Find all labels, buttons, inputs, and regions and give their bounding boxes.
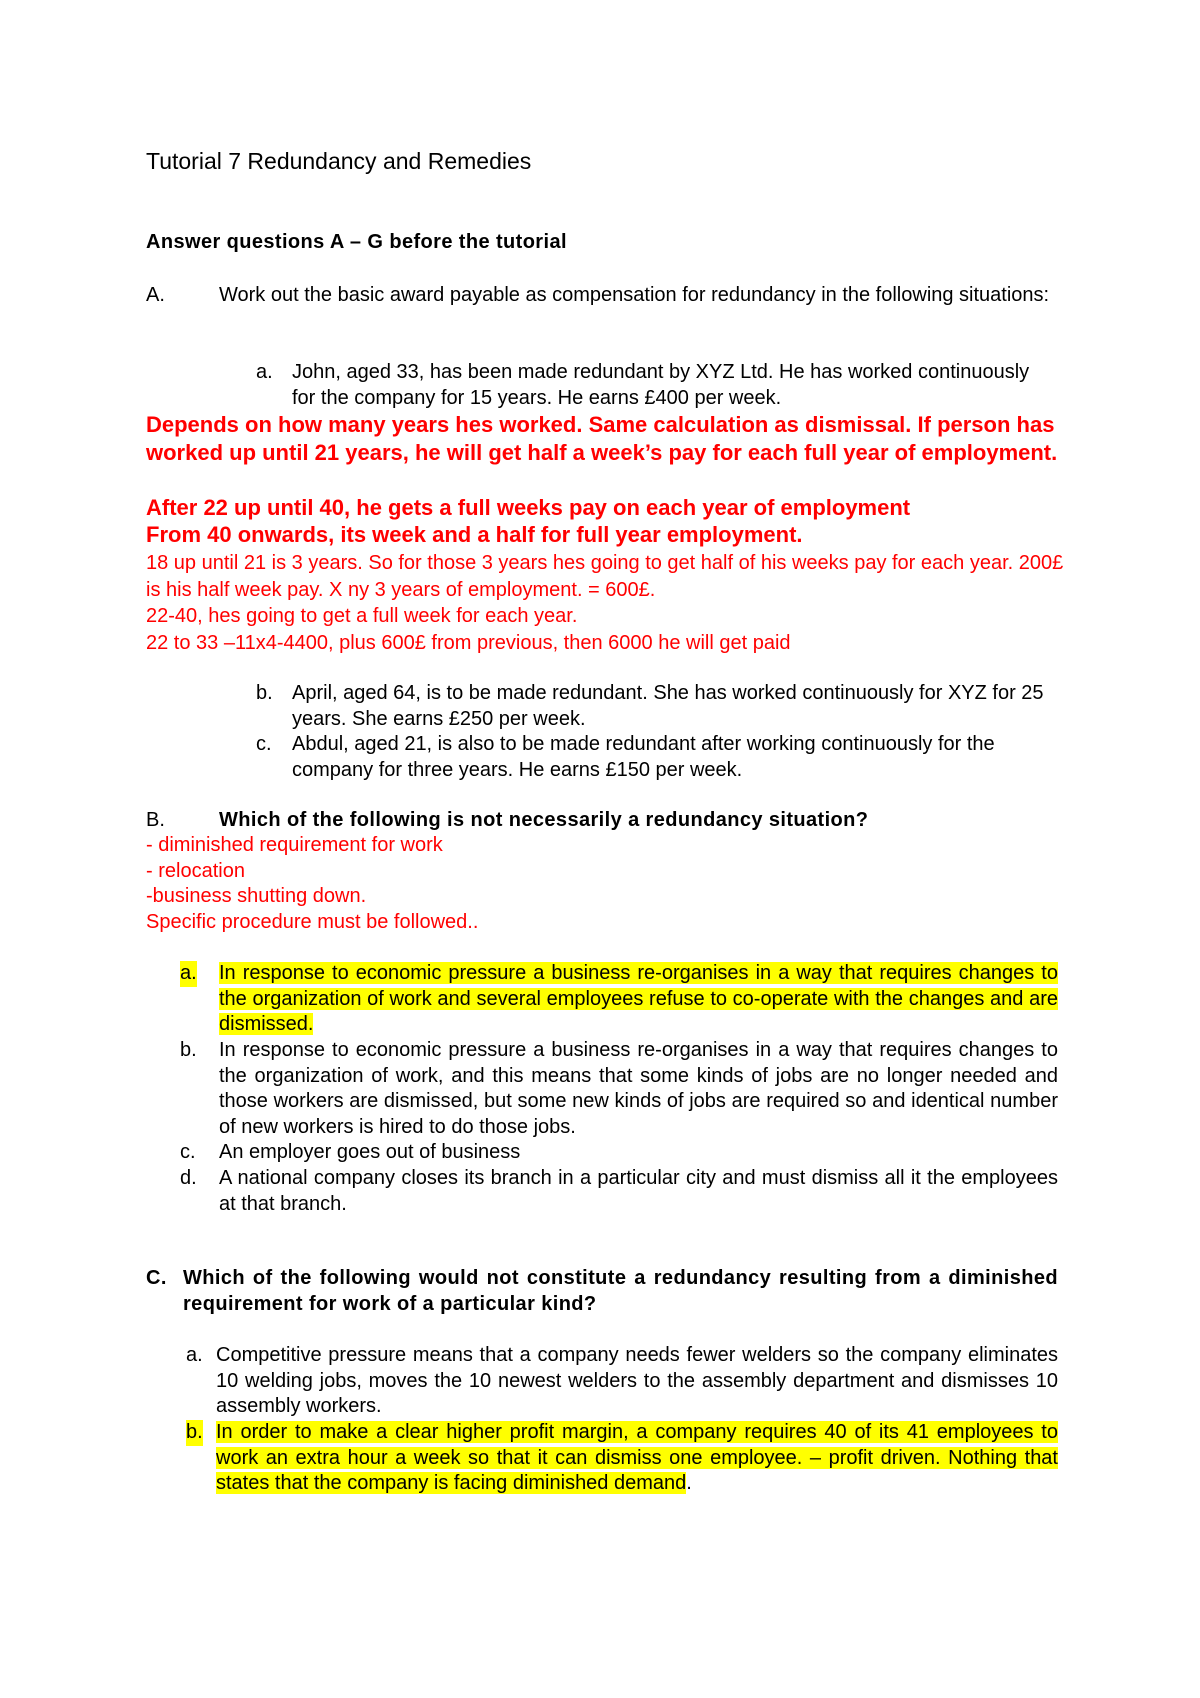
option-label: d. [180, 1167, 197, 1189]
option-label: c. [180, 1141, 196, 1163]
option-text: An employer goes out of business [219, 1141, 521, 1163]
option-text: A national company closes its branch in a particular city and must dismiss all it the employees at that branch. [219, 1167, 1058, 1215]
option-text: Competitive pressure means that a company needs fewer welders so the company eliminates 10 welding jobs, moves the 10 newest welders to the assembly department and dismisses 10 assembly workers. [216, 1344, 1058, 1417]
option-label: a. [186, 1344, 203, 1366]
question-b-letter: B. [146, 809, 165, 831]
document-title: Tutorial 7 Redundancy and Remedies [146, 148, 532, 174]
item-text: April, aged 64, is to be made redundant. She has worked continuously for XYZ for 25 years. She earns £250 per week. [292, 682, 1044, 730]
option-label: b. [186, 1420, 203, 1446]
question-a-letter: A. [146, 284, 165, 306]
highlighted-text: In response to economic pressure a business re-organises in a way that requires changes to the organization of work and several employees refuse to co-operate with the changes and are dismissed. [219, 962, 1058, 1035]
option-text [216, 1420, 1058, 1497]
option-suffix: . [686, 1472, 692, 1494]
option-text: In response to economic pressure a business re-organises in a way that requires changes to the organization of work, and this means that some kinds of jobs are no longer needed and those workers are dismissed, but some new kinds of jobs are required so and identical number of new workers is hired to do those jobs. [219, 1039, 1058, 1138]
question-b-notes [146, 833, 1046, 935]
note-line: - diminished requirement for work [146, 834, 443, 856]
answer-bold-1: Depends on how many years hes worked. Same calculation as dismissal. If person has worked up until 21 years, he will get half a week’s pay for each full year of employment. [146, 412, 1058, 465]
question-c-letter: C. [146, 1267, 167, 1289]
item-text: John, aged 33, has been made redundant by XYZ Ltd. He has worked continuously for the company for 15 years. He earns £400 per week. [292, 361, 1030, 409]
question-a-text: Work out the basic award payable as compensation for redundancy in the following situations: [219, 284, 1050, 306]
answer-bold-2: After 22 up until 40, he gets a full weeks pay on each year of employment [146, 495, 911, 520]
answer-plain-3: 22 to 33 –11x4-4400, plus 600£ from previous, then 6000 he will get paid [146, 632, 791, 654]
question-c-text: Which of the following would not constitute a redundancy resulting from a diminished requirement for work of a particular kind? [183, 1267, 1058, 1315]
answer-plain-2: 22-40, hes going to get a full week for each year. [146, 605, 578, 627]
item-label: c. [256, 733, 272, 755]
note-line: Specific procedure must be followed.. [146, 910, 479, 933]
note-line: - relocation [146, 859, 245, 882]
question-b-text: Which of the following is not necessarily a redundancy situation? [219, 809, 869, 831]
answer-plain-1: 18 up until 21 is 3 years. So for those 3 years hes going to get half of his weeks pay for each year. 200£ is his half week pay. X ny 3 years of employment. = 600£. [146, 552, 1064, 601]
instruction-line: Answer questions A – G before the tutorial [146, 231, 567, 253]
option-text [219, 961, 1058, 1038]
item-label: b. [256, 682, 273, 704]
answer-bold-3: From 40 onwards, its week and a half for full year employment. [146, 522, 803, 547]
note-line: -business shutting down. [146, 885, 367, 907]
item-text: Abdul, aged 21, is also to be made redundant after working continuously for the company for three years. He earns £150 per week. [292, 733, 995, 781]
item-label: a. [256, 361, 273, 383]
highlighted-text: In order to make a clear higher profit margin, a company requires 40 of its 41 employees to work an extra hour a week so that it can dismiss one employee. – profit driven. Nothing that states that the company is facing diminished demand [216, 1421, 1058, 1494]
option-label: a. [180, 961, 197, 987]
option-label: b. [180, 1039, 197, 1061]
